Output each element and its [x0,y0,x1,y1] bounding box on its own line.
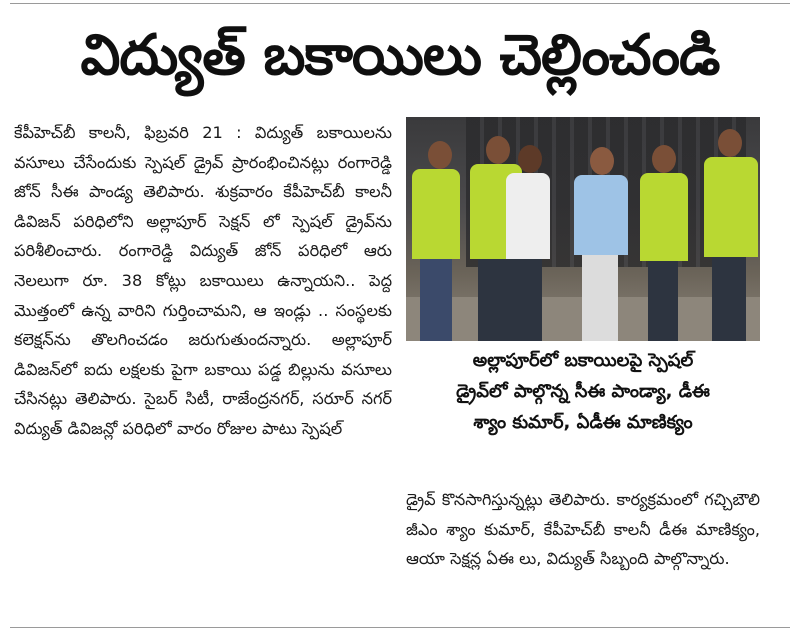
caption-line: డ్రైవ్‌లో పాల్గొన్న సీఈ పాండ్యా, డీఈ [456,381,710,402]
photo-caption [406,345,760,445]
top-rule [10,3,790,4]
person-white-shirt [504,145,552,341]
person-vest-3 [638,145,690,341]
caption-line: శ్యాం కుమార్, ఏడీఈ మాణిక్యం [473,412,693,433]
article-paragraph: డ్రైవ్ కొనసాగిస్తున్నట్లు తెలిపారు. కార్యక్రమంలో గచ్చిబౌలి జీఎం శ్యాం కుమార్, కేపీహెచ్‌బీ కాలనీ డీఈ మాణిక్యం, ఆయా సెక్షన్ల ఏఈ లు, విద్యుత్ సిబ్బంది పాల్గొన్నారు. [406,490,760,569]
person-blue-shirt [572,147,630,341]
headline: విద్యుత్ బకాయిలు చెల్లించండి [80,23,720,88]
article-paragraph: కేపీహెచ్‌బీ కాలనీ, ఫిబ్రవరి 21 : విద్యుత్ బకాయిలను వసూలు చేసేందుకు స్పెషల్ డ్రైవ్ ప్రారంభించినట్లు రంగారెడ్డి జోన్ సీఈ పాండ్య తెలిపారు. శుక్రవారం కేపీహెచ్‌బీ కాలనీ డివిజన్ పరిధిలోని అల్లాపూర్ సెక్షన్ లో స్పెషల్ డ్రైవ్‌ను పరిశీలించారు. రంగారెడ్డి విద్యుత్ జోన్ పరిధిలో ఆరు నెలలుగా రూ. 38 కోట్లు బకాయిలు ఉన్నాయని.. పెద్ద మొత్తంలో ఉన్న వారిని గుర్తించామని, ఆ ఇండ్లు .. సంస్థలకు కలెక్షన్‌ను తొలగించడం జరుగుతుందన్నారు. అల్లాపూర్ డివిజన్‌లో ఐదు లక్షలకు పైగా బకాయి పడ్డ బిల్లును వసూలు చేసినట్లు తెలిపారు. సైబర్ సిటీ, రాజేంద్రనగర్, సరూర్ నగర్ విద్యుత్ డివిజన్లో పరిధిలో వారం రోజుల పాటు స్పెషల్ [14,123,392,438]
bottom-rule [10,627,790,628]
article-left-column [14,118,392,444]
article-right-column [406,485,760,574]
caption-line: అల్లాపూర్‌లో బకాయిలపై స్పెషల్ [472,350,694,371]
person-vest-4 [702,129,758,341]
person-vest-1 [408,141,464,341]
news-photo [406,117,760,341]
